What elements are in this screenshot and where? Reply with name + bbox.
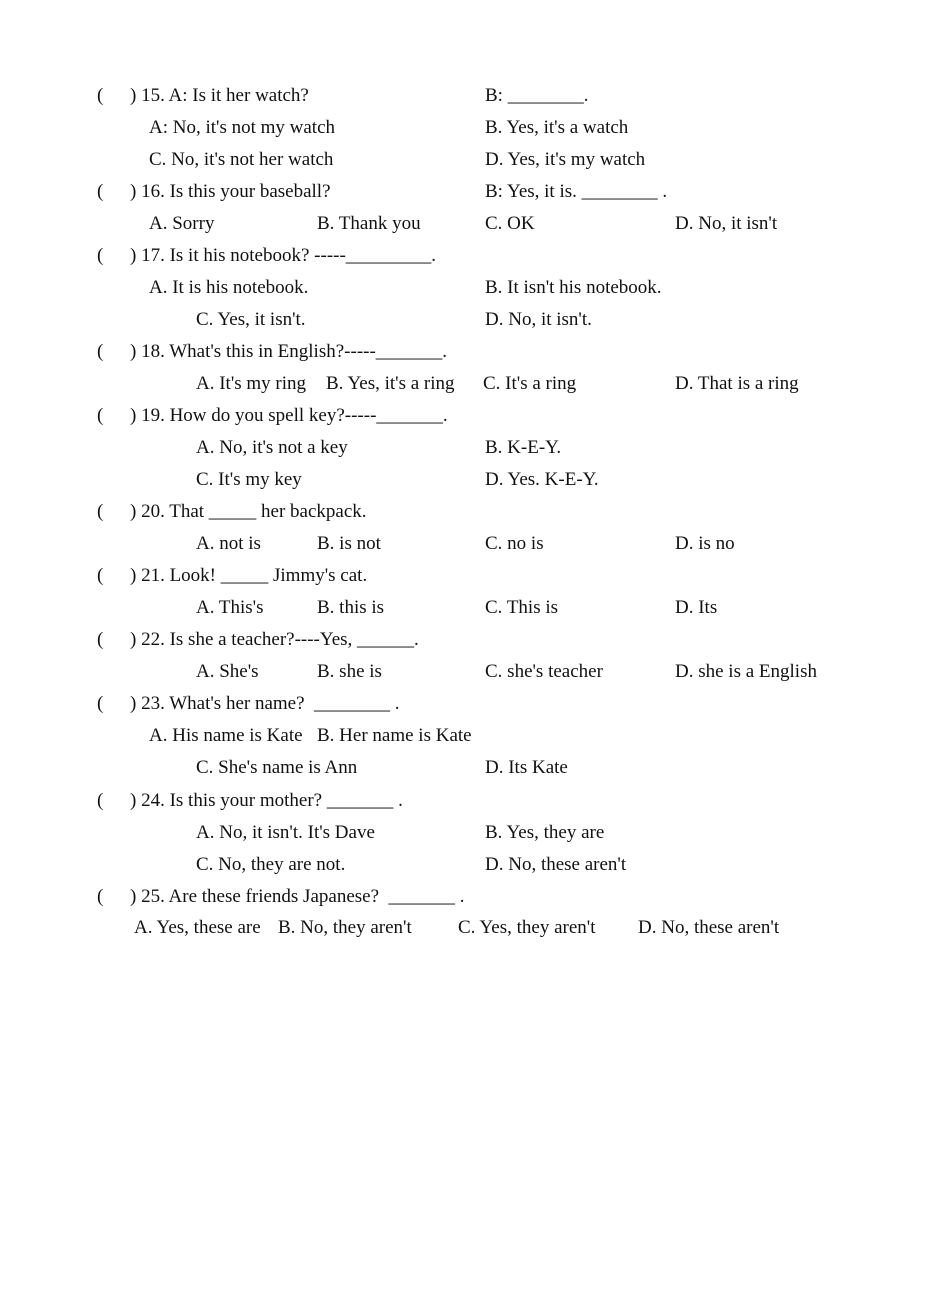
question-stem-line	[0, 690, 950, 718]
answer-option: C. It's my key	[196, 469, 302, 490]
options-line	[0, 754, 950, 782]
answer-bracket: (	[97, 85, 104, 106]
question-stem-line	[0, 82, 950, 110]
question-stem-line	[0, 562, 950, 590]
options-line	[0, 851, 950, 879]
answer-option: C. It's a ring	[483, 373, 577, 394]
answer-option: D. No, it isn't.	[485, 309, 592, 330]
answer-option: C. no is	[485, 533, 544, 554]
question-stem-line	[0, 498, 950, 526]
answer-option: A. No, it's not a key	[196, 437, 348, 458]
answer-option: A. Sorry	[149, 213, 215, 234]
answer-bracket: (	[97, 693, 104, 714]
answer-bracket: (	[97, 886, 104, 907]
options-line	[0, 210, 950, 238]
question-stem-line	[0, 626, 950, 654]
answer-option: D. Yes. K-E-Y.	[485, 469, 599, 490]
question-text: ) 18. What's this in English?-----_______.	[130, 341, 448, 362]
answer-option: B. is not	[317, 533, 381, 554]
answer-option: B. Yes, it's a watch	[485, 117, 629, 138]
question-text: ) 20. That _____ her backpack.	[130, 501, 367, 522]
question-text: ) 23. What's her name? ________ .	[130, 693, 400, 714]
answer-option: D. No, it isn't	[675, 213, 778, 234]
answer-bracket: (	[97, 181, 104, 202]
question-text: ) 22. Is she a teacher?----Yes, ______.	[130, 629, 419, 650]
answer-option: D. Yes, it's my watch	[485, 149, 646, 170]
answer-option: A. She's	[196, 661, 259, 682]
answer-option: D. No, these aren't	[638, 917, 780, 938]
answer-option: B. she is	[317, 661, 382, 682]
question-stem-line	[0, 883, 950, 911]
answer-option: B. this is	[317, 597, 385, 618]
options-line	[0, 466, 950, 494]
question-text: ) 19. How do you spell key?-----_______.	[130, 405, 448, 426]
answer-option: B. K-E-Y.	[485, 437, 562, 458]
answer-option: C. Yes, it isn't.	[196, 309, 306, 330]
answer-option: C. This is	[485, 597, 559, 618]
answer-option: B. Yes, they are	[485, 822, 605, 843]
answer-option: A. His name is Kate	[149, 725, 303, 746]
answer-bracket: (	[97, 245, 104, 266]
question-continuation: B: ________.	[485, 85, 589, 106]
answer-option: A. No, it isn't. It's Dave	[196, 822, 375, 843]
question-text: ) 16. Is this your baseball?	[130, 181, 331, 202]
answer-option: D. That is a ring	[675, 373, 799, 394]
options-line	[0, 370, 950, 398]
answer-option: A. Yes, these are	[134, 917, 261, 938]
answer-option: D. Its Kate	[485, 757, 568, 778]
answer-bracket: (	[97, 629, 104, 650]
answer-option: B. Thank you	[317, 213, 421, 234]
question-stem-line	[0, 242, 950, 270]
options-line	[0, 146, 950, 174]
question-text: ) 25. Are these friends Japanese? _______ .	[130, 886, 465, 907]
options-line	[0, 114, 950, 142]
answer-option: D. Its	[675, 597, 718, 618]
answer-option: D. she is a English	[675, 661, 817, 682]
answer-option: A. This's	[196, 597, 264, 618]
answer-option: D. is no	[675, 533, 735, 554]
answer-option: A. It's my ring	[196, 373, 307, 394]
question-stem-line	[0, 787, 950, 815]
answer-option: B. No, they aren't	[278, 917, 412, 938]
answer-option: A. not is	[196, 533, 261, 554]
question-text: ) 24. Is this your mother? _______ .	[130, 790, 403, 811]
question-continuation: B: Yes, it is. ________ .	[485, 181, 668, 202]
answer-bracket: (	[97, 341, 104, 362]
answer-bracket: (	[97, 790, 104, 811]
question-stem-line	[0, 338, 950, 366]
options-line	[0, 434, 950, 462]
answer-option: C. she's teacher	[485, 661, 603, 682]
answer-option: D. No, these aren't	[485, 854, 627, 875]
options-line	[0, 274, 950, 302]
answer-bracket: (	[97, 405, 104, 426]
answer-option: C. She's name is Ann	[196, 757, 358, 778]
question-text: ) 21. Look! _____ Jimmy's cat.	[130, 565, 368, 586]
options-line	[0, 594, 950, 622]
options-line	[0, 819, 950, 847]
question-text: ) 17. Is it his notebook? -----_________.	[130, 245, 437, 266]
answer-bracket: (	[97, 565, 104, 586]
answer-bracket: (	[97, 501, 104, 522]
answer-option: A. It is his notebook.	[149, 277, 309, 298]
options-line	[0, 914, 950, 942]
answer-option: C. OK	[485, 213, 535, 234]
answer-option: B. Her name is Kate	[317, 725, 472, 746]
answer-option: C. No, they are not.	[196, 854, 346, 875]
answer-option: B. Yes, it's a ring	[326, 373, 455, 394]
question-text: ) 15. A: Is it her watch?	[130, 85, 309, 106]
answer-option: A: No, it's not my watch	[149, 117, 336, 138]
question-stem-line	[0, 402, 950, 430]
answer-option: B. It isn't his notebook.	[485, 277, 662, 298]
answer-option: C. No, it's not her watch	[149, 149, 334, 170]
options-line	[0, 658, 950, 686]
options-line	[0, 306, 950, 334]
answer-option: C. Yes, they aren't	[458, 917, 596, 938]
options-line	[0, 530, 950, 558]
question-stem-line	[0, 178, 950, 206]
options-line	[0, 722, 950, 750]
